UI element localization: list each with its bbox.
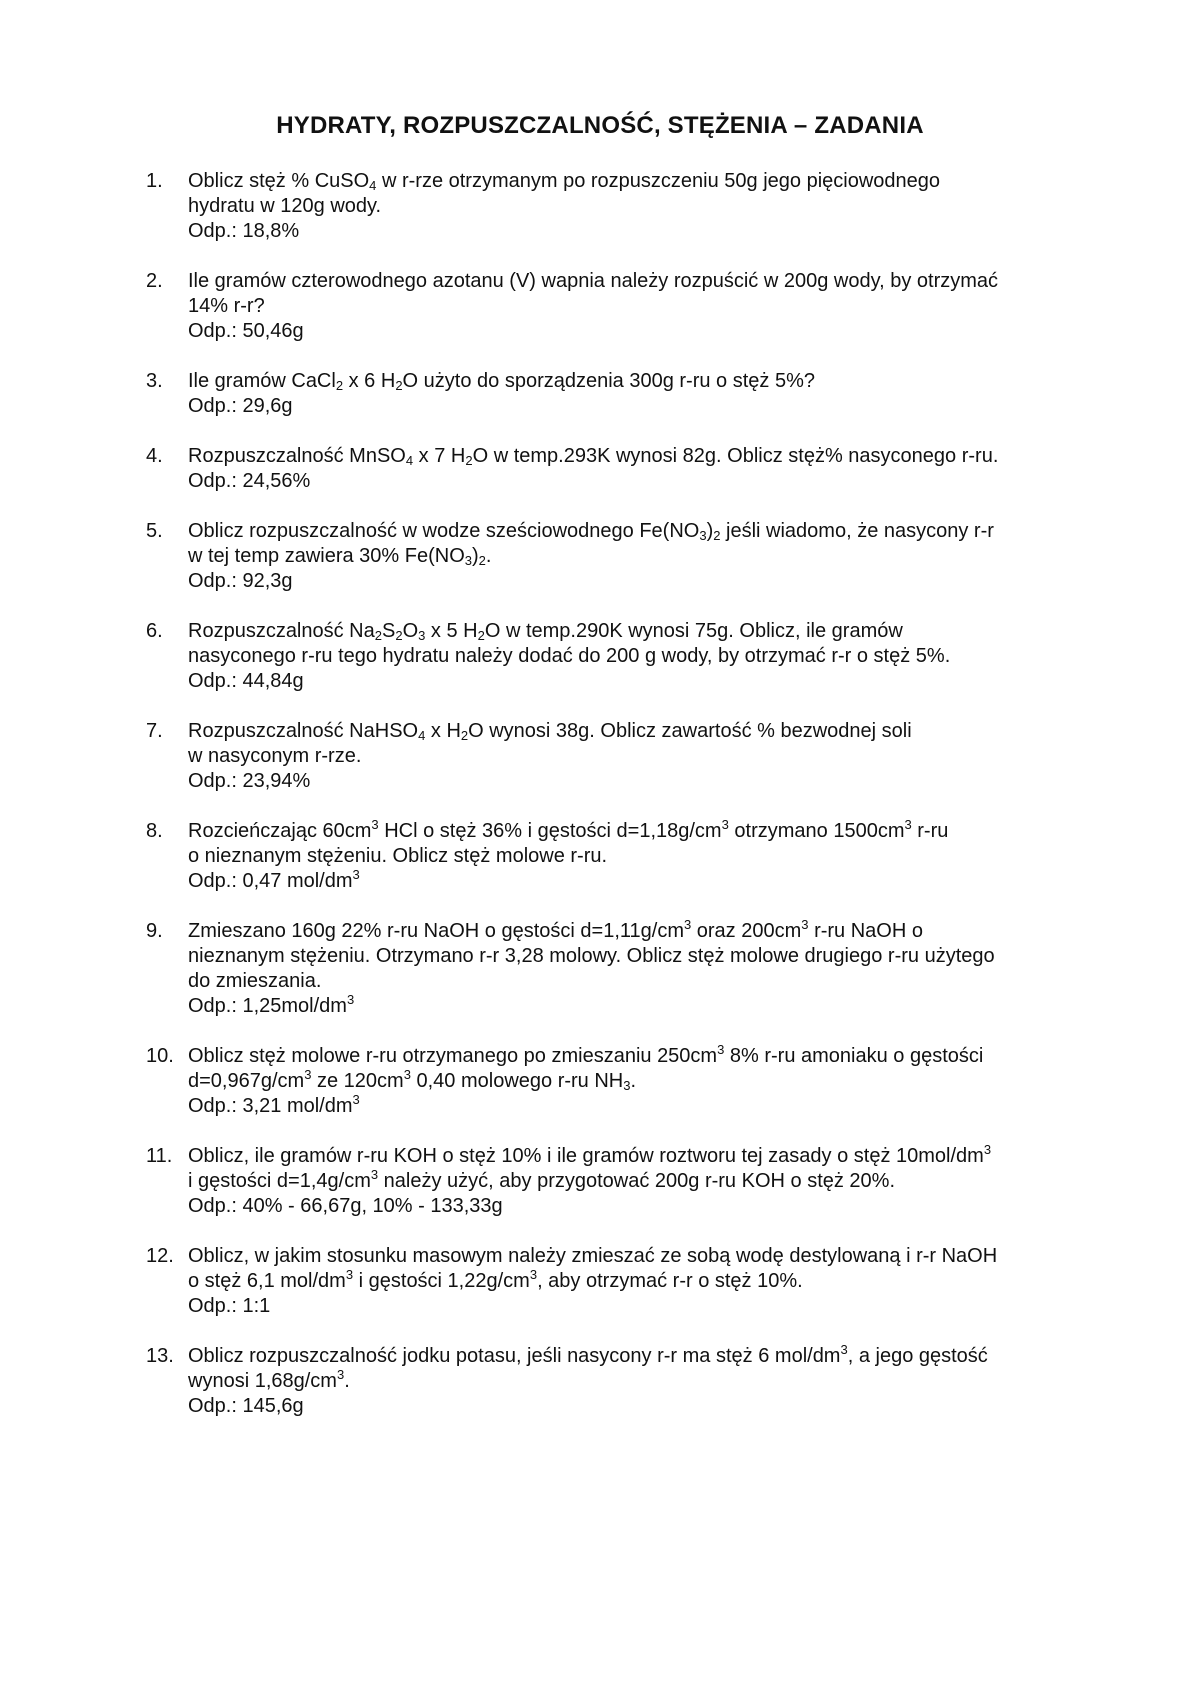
- task-number: 9.: [146, 920, 163, 942]
- task-item: [146, 1144, 1096, 1219]
- task-number: 6.: [146, 620, 163, 642]
- task-answer: Odp.: 29,6g: [188, 395, 293, 417]
- task-text: Oblicz rozpuszczalność jodku potasu, jeśli nasycony r-r ma stęż 6 mol/$dm^3$, a jego gęstość wynosi $1,68g/cm^3$.: [188, 1342, 988, 1392]
- task-answer: Odp.: 40% - 66,67g, 10% - 133,33g: [188, 1195, 503, 1217]
- task-answer: Odp.: 50,46g: [188, 320, 304, 342]
- task-text: Oblicz rozpuszczalność w wodze sześciowodnego $Fe(NO_3)_2$ jeśli wiadomo, że nasycony r-r w tej temp zawiera 30% $Fe(NO_3)_2$.: [188, 520, 994, 568]
- task-answer: Odp.: 92,3g: [188, 570, 293, 592]
- task-list: [146, 169, 1096, 1444]
- task-text: Zmieszano 160g 22% r-ru NaOH o gęstości $d=1,11g/cm^3$ oraz $200cm^3$ r-ru NaOH o nieznanym stężeniu. Otrzymano r-r 3,28 molowy. Oblicz stęż molowe drugiego r-ru użytego do zmieszania.: [188, 917, 995, 992]
- task-answer: Odp.: 3,21 mol/$dm^3$: [188, 1092, 360, 1117]
- task-number: 11.: [146, 1145, 173, 1167]
- task-item: [146, 819, 1096, 894]
- task-text: Rozcieńczając $60cm^3$ HCl o stęż 36% i gęstości $d=1,18g/cm^3$ otrzymano $1500cm^3$ r-ru o nieznanym stężeniu. Oblicz stęż molowe r-ru.: [188, 817, 949, 867]
- task-answer: Odp.: 145,6g: [188, 1395, 304, 1417]
- task-number: 5.: [146, 520, 163, 542]
- task-number: 7.: [146, 720, 163, 742]
- task-text: Rozpuszczalność NaHSO$_4$ x $H_2O$ wynosi 38g. Oblicz zawartość % bezwodnej soli w nasyconym r-rze.: [188, 720, 912, 767]
- task-text: Rozpuszczalność MnSO$_4$ x 7 $H_2O$ w temp.293K wynosi 82g. Oblicz stęż% nasyconego r-ru.: [188, 445, 999, 468]
- task-item: [146, 919, 1096, 1019]
- task-number: 2.: [146, 270, 163, 292]
- task-item: [146, 1344, 1096, 1419]
- task-answer: Odp.: 24,56%: [188, 470, 311, 492]
- document-title: HYDRATY, ROZPUSZCZALNOŚĆ, STĘŻENIA – ZADANIA: [276, 112, 924, 139]
- task-number: 4.: [146, 445, 163, 467]
- task-item: [146, 369, 1096, 419]
- task-text: Ile gramów CaCl$_2$ x 6 $H_2O$ użyto do sporządzenia 300g r-ru o stęż 5%?: [188, 370, 815, 393]
- task-number: 8.: [146, 820, 163, 842]
- task-item: [146, 269, 1096, 344]
- task-number: 10.: [146, 1045, 174, 1067]
- task-number: 3.: [146, 370, 163, 392]
- task-answer: Odp.: 0,47 mol/$dm^3$: [188, 867, 360, 892]
- task-text: Oblicz, ile gramów r-ru KOH o stęż 10% i ile gramów roztworu tej zasady o stęż $10mol/dm^3$ i gęstości $d=1,4g/cm^3$ należy użyć, aby przygotować 200g r-ru KOH o stęż 20%.: [188, 1142, 992, 1192]
- task-answer: Odp.: 23,94%: [188, 770, 311, 792]
- task-number: 13.: [146, 1345, 174, 1367]
- task-answer: Odp.: $1,25mol/dm^3$: [188, 992, 355, 1017]
- task-item: [146, 619, 1096, 694]
- task-text: Oblicz stęż % CuSO$_4$ w r-rze otrzymanym po rozpuszczeniu 50g jego pięciowodnego hydratu w 120g wody.: [188, 170, 941, 217]
- task-text: Rozpuszczalność $Na_2S_2O_3$ x 5 $H_2O$ w temp.290K wynosi 75g. Oblicz, ile gramów nasyconego r-ru tego hydratu należy dodać do 200 g wody, by otrzymać r-r o stęż 5%.: [188, 620, 951, 667]
- task-text: Oblicz, w jakim stosunku masowym należy zmieszać ze sobą wodę destylowaną i r-r NaOH o stęż 6,1 mol/$dm^3$ i gęstości $1,22g/cm^3$, aby otrzymać r-r o stęż 10%.: [188, 1245, 998, 1292]
- task-number: 12.: [146, 1245, 174, 1267]
- task-item: [146, 519, 1096, 594]
- task-item: [146, 444, 1096, 494]
- task-item: [146, 1244, 1096, 1319]
- task-number: 1.: [146, 170, 163, 192]
- task-answer: Odp.: 44,84g: [188, 670, 304, 692]
- task-text: Oblicz stęż molowe r-ru otrzymanego po zmieszaniu $250cm^3$ 8% r-ru amoniaku o gęstości $d=0,967g/cm^3$ ze $120cm^3$ 0,40 molowego r-ru $NH_3$.: [188, 1042, 984, 1093]
- task-item: [146, 719, 1096, 794]
- task-answer: Odp.: 18,8%: [188, 220, 300, 242]
- task-text: Ile gramów czterowodnego azotanu (V) wapnia należy rozpuścić w 200g wody, by otrzymać 14% r-r?: [188, 270, 999, 317]
- task-answer: Odp.: 1:1: [188, 1295, 271, 1317]
- task-item: [146, 169, 1096, 244]
- task-item: [146, 1044, 1096, 1119]
